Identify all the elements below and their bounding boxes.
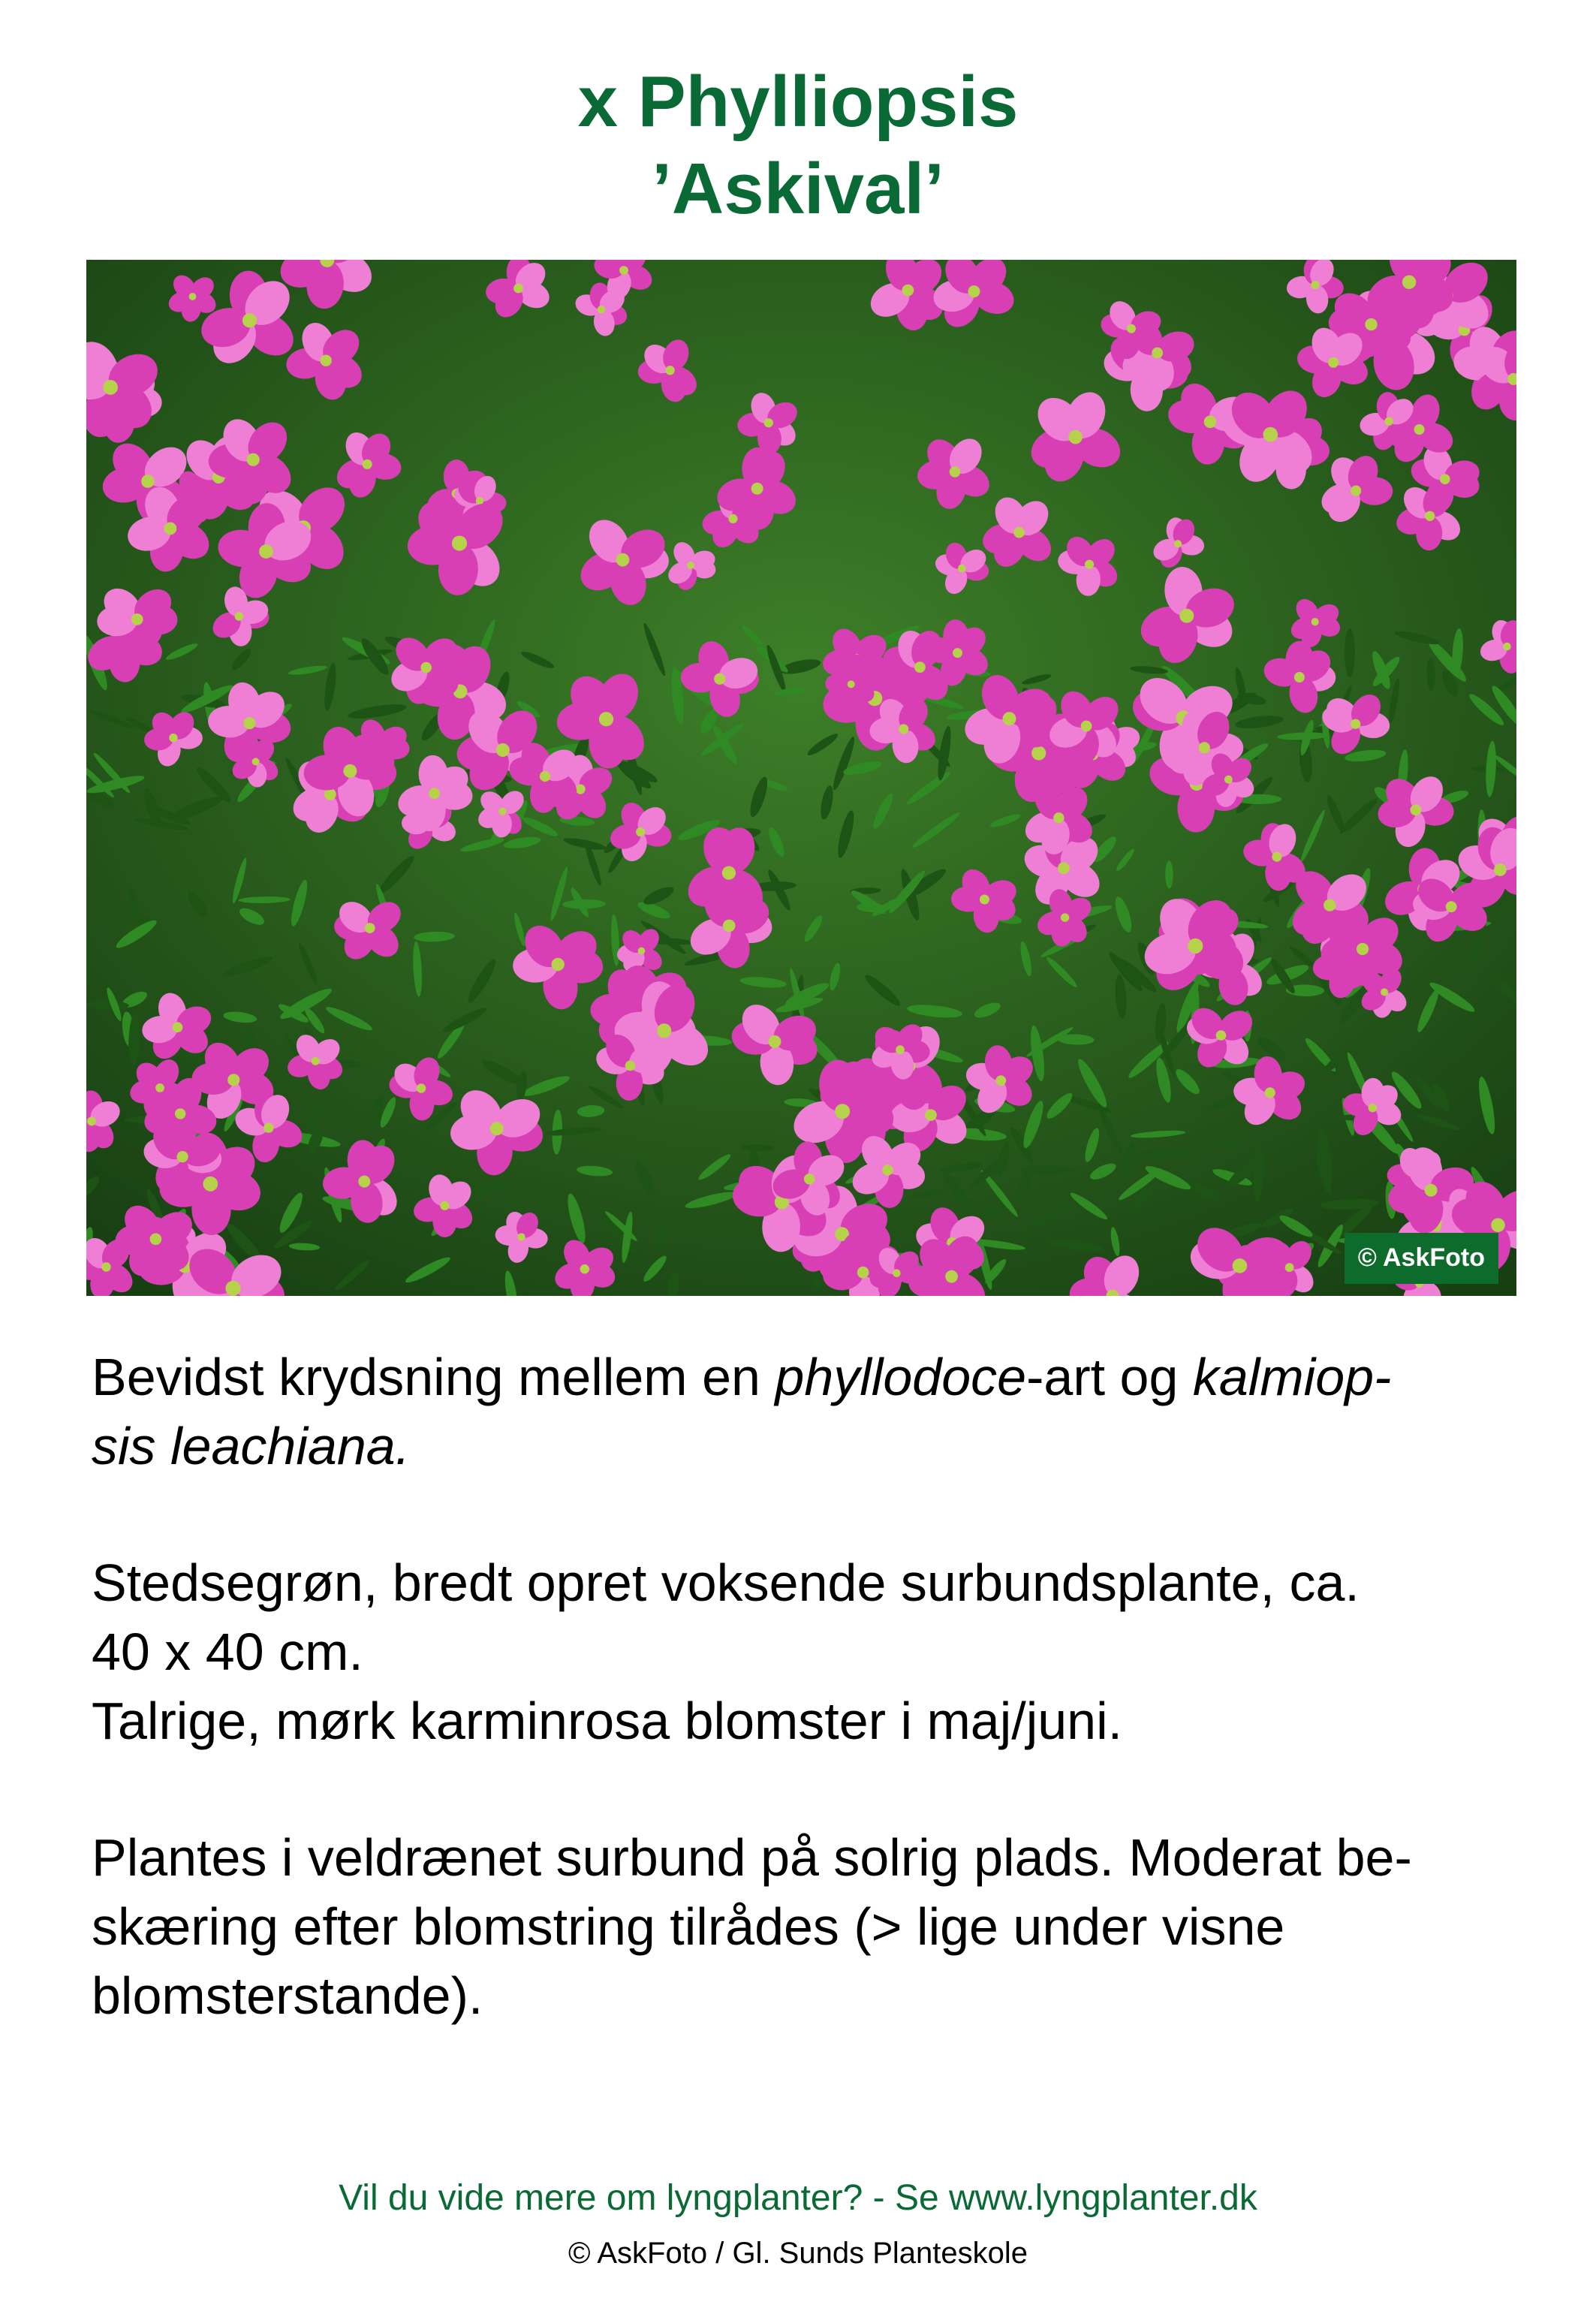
flower-center: [1414, 424, 1425, 435]
habit-line-3: Talrige, mørk karminrosa blomster i maj/juni.: [92, 1692, 1123, 1750]
photo-watermark: © AskFoto: [1345, 1233, 1498, 1284]
flower-center: [1031, 746, 1046, 760]
flower-center: [1224, 776, 1233, 784]
flower-center: [1081, 721, 1092, 732]
flower-center: [490, 1122, 504, 1135]
flower-center: [882, 1165, 893, 1176]
flower-center: [764, 418, 773, 427]
flower-center: [358, 1176, 370, 1188]
cultivar-name: ’Askival’: [652, 149, 944, 229]
flower-center: [1152, 348, 1163, 359]
leaf: [1345, 628, 1355, 677]
flower-center: [896, 1045, 905, 1054]
flower-center: [580, 1264, 589, 1273]
footer-copyright: © AskFoto / Gl. Sunds Planteskole: [568, 2237, 1028, 2270]
flower-center: [203, 1177, 218, 1192]
flower-center: [638, 948, 646, 955]
hybrid-genus-1: phyllodoce: [775, 1348, 1027, 1406]
flower-center: [243, 717, 255, 729]
flower-center: [1174, 540, 1182, 547]
flower-center: [1365, 318, 1377, 330]
flower-center: [365, 923, 375, 933]
flower-center: [343, 764, 357, 778]
plant-photo: [86, 260, 1516, 1296]
flower-center: [1216, 1030, 1227, 1041]
flower-center: [363, 459, 372, 469]
flower-center: [189, 293, 197, 300]
flower-center: [259, 544, 273, 559]
flower-center: [155, 1083, 164, 1092]
flower-center: [1357, 943, 1369, 955]
flower-center: [714, 673, 725, 685]
flower-center: [1085, 560, 1094, 569]
flower-center: [1263, 427, 1278, 442]
flower-photo-illustration: [86, 260, 1516, 1296]
flower-center: [723, 920, 736, 933]
flower-center: [1384, 417, 1393, 426]
flower-center: [429, 788, 440, 799]
habit-line-1: Stedsegrøn, bredt opret voksende surbundsplante, ca.: [92, 1553, 1360, 1612]
habit-line-2: 40 x 40 cm.: [92, 1623, 363, 1681]
flower-center: [417, 1083, 426, 1092]
flower-center: [599, 712, 613, 726]
flower-center: [722, 866, 736, 880]
flower-center: [914, 661, 926, 673]
flower-center: [968, 285, 980, 297]
flower-center: [1411, 804, 1422, 815]
flower-center: [1491, 1218, 1505, 1232]
flower-center: [1204, 416, 1217, 429]
hybrid-text-2: -art og: [1026, 1348, 1193, 1406]
flower-center: [242, 313, 257, 327]
flower-center: [312, 1057, 320, 1065]
flower-center: [893, 1270, 901, 1278]
flower-center: [150, 1234, 162, 1246]
flower-center: [252, 758, 260, 765]
flower-center: [420, 662, 432, 673]
flower-center: [540, 771, 550, 782]
flower-center: [728, 514, 737, 523]
description-paragraph-care: [92, 1823, 1518, 2030]
flower-center: [164, 523, 177, 535]
flower-center: [169, 734, 177, 742]
description-paragraph-habit: [92, 1548, 1518, 1755]
footer-website-link[interactable]: Vil du vide mere om lyngplanter? - Se www.lyngplanter.dk: [339, 2178, 1257, 2218]
flower-center: [980, 895, 989, 905]
flower-center: [1199, 742, 1210, 753]
flower-center: [247, 453, 260, 466]
flower-center: [958, 565, 966, 573]
flower-center: [616, 553, 630, 567]
hybrid-text-1: Bevidst krydsning mellem en: [92, 1348, 775, 1406]
flower-center: [1285, 1263, 1294, 1272]
flower-center: [141, 475, 155, 488]
flower-center: [1425, 1184, 1438, 1197]
flower-center: [496, 743, 510, 757]
flower-center: [1061, 913, 1069, 921]
flower-center: [636, 827, 645, 836]
flower-center: [925, 1109, 937, 1121]
care-line-1: Plantes i veldrænet surbund på solrig plads. Moderat be-: [92, 1828, 1412, 1887]
flower-center: [1440, 474, 1450, 484]
page-title: x Phylliopsis: [577, 62, 1019, 142]
flower-center: [1328, 357, 1339, 368]
flower-center: [440, 1201, 449, 1210]
flower-center: [1294, 672, 1305, 682]
flower-center: [476, 497, 483, 505]
flower-center: [1068, 430, 1083, 444]
flower-center: [321, 355, 332, 366]
flower-center: [857, 1267, 869, 1279]
flower-center: [1179, 609, 1194, 623]
flower-center: [518, 1233, 525, 1240]
flower-center: [1494, 863, 1507, 876]
flower-center: [235, 612, 244, 621]
flower-center: [835, 1104, 850, 1119]
flower-center: [902, 285, 914, 297]
flower-center: [1058, 862, 1070, 874]
flower-center: [899, 724, 908, 734]
flower-center: [665, 366, 674, 375]
flower-center: [177, 1151, 188, 1162]
flower-center: [687, 562, 694, 569]
flower-center: [848, 680, 855, 688]
flower-center: [498, 808, 506, 815]
flower-center: [1425, 511, 1435, 521]
flower-center: [1323, 899, 1336, 911]
flower-center: [225, 1281, 240, 1296]
flower-center: [751, 483, 763, 495]
flower-center: [1003, 712, 1016, 725]
flower-center: [1233, 1258, 1248, 1273]
flower-center: [953, 648, 962, 658]
flower-center: [1013, 527, 1025, 538]
flower-center: [576, 785, 586, 794]
flower-center: [103, 380, 118, 395]
flower-center: [804, 1174, 815, 1185]
flower-center: [173, 1022, 183, 1032]
flower-center: [1503, 643, 1511, 651]
flower-center: [769, 1035, 781, 1048]
flower-center: [513, 284, 523, 294]
flower-center: [657, 1023, 671, 1038]
description-paragraph-hybrid: [92, 1342, 1518, 1481]
flower-center: [950, 466, 961, 478]
leaf: [1165, 860, 1173, 888]
hybrid-genus-2: kalmiop-: [1192, 1348, 1392, 1406]
flower-center: [87, 1116, 96, 1125]
flower-center: [1381, 988, 1388, 996]
flower-center: [1127, 324, 1136, 333]
flower-center: [1265, 1087, 1275, 1098]
flower-center: [1053, 812, 1064, 823]
flower-center: [1446, 901, 1457, 912]
flower-center: [1351, 719, 1360, 729]
flower-center: [1188, 939, 1203, 954]
flower-center: [1369, 1104, 1378, 1113]
hybrid-species: sis leachiana.: [92, 1417, 411, 1475]
flower-center: [625, 1061, 636, 1071]
flower-center: [945, 1270, 958, 1283]
care-line-3: blomsterstande).: [92, 1966, 483, 2025]
flower-center: [1311, 618, 1319, 625]
flower-center: [598, 306, 605, 313]
flower-center: [552, 958, 565, 971]
flower-center: [1272, 852, 1281, 862]
flower-center: [452, 536, 467, 551]
flower-center: [995, 1075, 1006, 1086]
flower-center: [101, 1262, 110, 1271]
flower-center: [1402, 276, 1416, 289]
flower-center: [175, 1108, 185, 1119]
flower-center: [1351, 486, 1361, 496]
flower-center: [1311, 281, 1319, 289]
flower-center: [263, 1122, 273, 1132]
flower-center: [227, 1074, 239, 1086]
flower-center: [619, 266, 628, 275]
care-line-2: skæring efter blomstring tilrådes (> lige under visne: [92, 1897, 1285, 1956]
flower-center: [131, 613, 143, 625]
